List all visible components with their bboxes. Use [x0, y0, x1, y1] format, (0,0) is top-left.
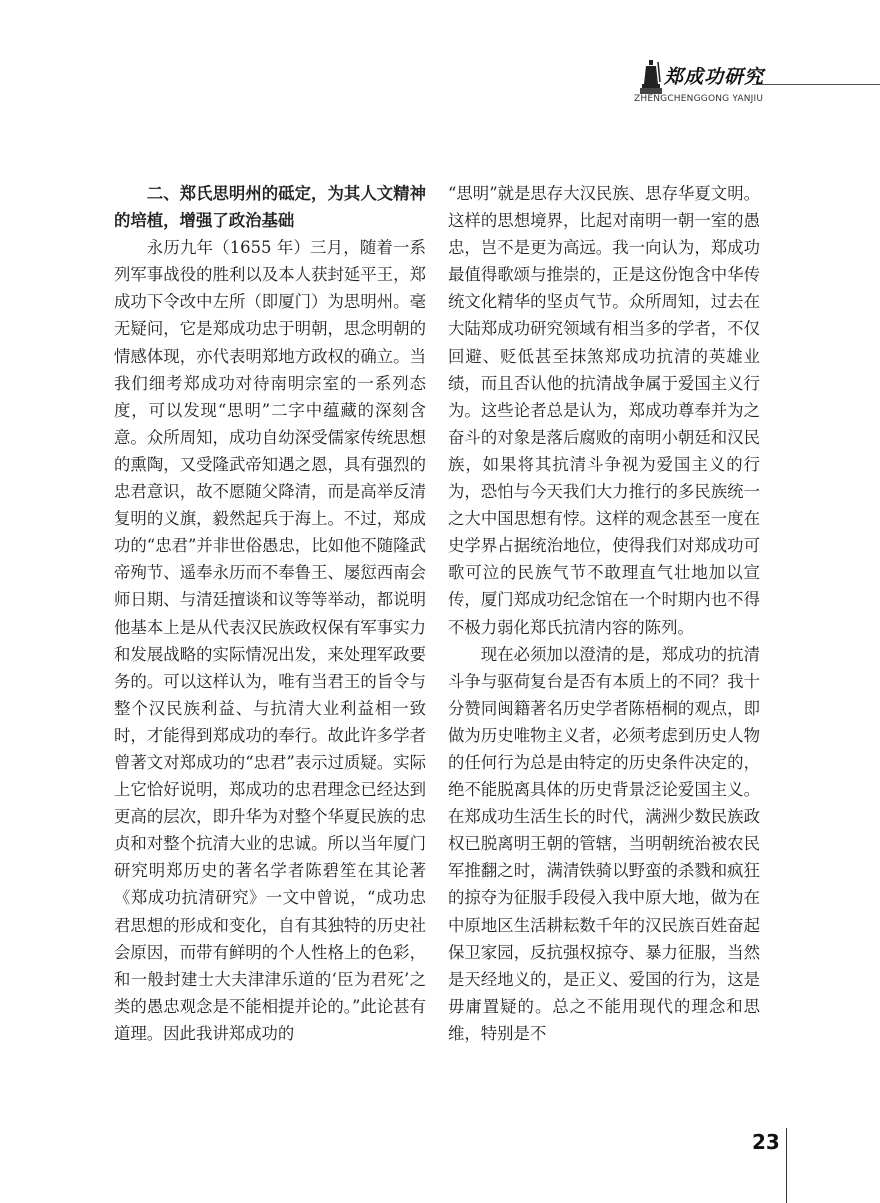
statue-icon: [638, 58, 664, 96]
body-paragraph: 永历九年（1655 年）三月，随着一系列军事战役的胜利以及本人获封延平王，郑成功下令改中左所（即厦门）为思明州。毫无疑问，它是郑成功忠于明朝，思念明朝的情感体现，亦代表明郑地方政权的确立。当我们细考郑成功对待南明宗室的一系列态度，可以发现“思明”二字中蕴藏的深刻含意。众所周知，成功自幼深受儒家传统思想的熏陶，又受隆武帝知遇之恩，具有强烈的忠君意识，故不愿随父降清，而是高举反清复明的义旗，毅然起兵于海上。不过，郑成功的“忠君”并非世俗愚忠，比如他不随隆武帝殉节、遥奉永历而不奉鲁王、屡愆西南会师日期、与清廷擅谈和议等等举动，都说明他基本上是从代表汉民族政权保有军事实力和发展战略的实际情况出发，来处理军政要务的。可以这样认为，唯有当君王的旨令与整个汉民族利益、与抗清大业利益相一致时，才能得到郑成功的奉行。故此许多学者曾著文对郑成功的“忠君”表示过质疑。实际上它恰好说明，郑成功的忠君理念已经达到更高的层次，即升华为对整个华夏民族的忠贞和对整个抗清大业的忠诚。所以当年厦门研究明郑历史的著名学者陈碧笙在其论著《郑成功抗清研究》一文中曾说，“成功忠君思想的形成和变化，自有其独特的历史社会原因，而带有鲜明的个人性格上的色彩，和一般封建士大夫津津乐道的‘臣为君死’之类的愚忠观念是不能相提并论的。”此论甚有道理。因此我讲郑成功的: [114, 238, 426, 1043]
body-paragraph: 现在必须加以澄清的是，郑成功的抗清斗争与驱荷复台是否有本质上的不同？我十分赞同闽籍著名历史学者陈梧桐的观点，即做为历史唯物主义者，必须考虑到历史人物的任何行为总是由特定的历史条件决定的，绝不能脱离具体的历史背景泛论爱国主义。在郑成功生活生长的时代，满洲少数民族政权已脱离明王朝的管辖，当明朝统治被农民军推翻之时，满清铁骑以野蛮的杀戮和疯狂的掠夺为征服手段侵入我中原大地，做为在中原地区生活耕耘数千年的汉民族百姓奋起保卫家园，反抗强权掠夺、暴力征服，当然是天经地义的，是正义、爱国的行为，这是毋庸置疑的。总之不能用现代的理念和思维，特别是不: [448, 644, 760, 1043]
header-rule: [752, 84, 880, 85]
journal-subtitle: ZHENGCHENGGONG YANJIU: [634, 94, 764, 104]
footer-rule: [786, 1128, 787, 1203]
right-column: [448, 180, 760, 1047]
body-paragraph-continued: “思明”就是思存大汉民族、思存华夏文明。这样的思想境界，比起对南明一朝一室的愚忠，岂不是更为高远。我一向认为，郑成功最值得歌颂与推崇的，正是这份饱含中华传统文化精华的坚贞气节。众所周知，过去在大陆郑成功研究领域有相当多的学者，不仅回避、贬低甚至抹煞郑成功抗清的英雄业绩，而且否认他的抗清战争属于爱国主义行为。这些论者总是认为，郑成功尊奉并为之奋斗的对象是落后腐败的南明小朝廷和汉民族，如果将其抗清斗争视为爱国主义的行为，恐怕与今天我们大力推行的多民族统一之大中国思想有悖。这样的观念甚至一度在史学界占据统治地位，使得我们对郑成功可歌可泣的民族气节不敢理直气壮地加以宣传，厦门郑成功纪念馆在一个时期内也不得不极力弱化郑氏抗清内容的陈列。: [448, 184, 760, 637]
left-column: [114, 180, 426, 1047]
section-heading: 二、郑氏思明州的砥定，为其人文精神的培植，增强了政治基础: [114, 184, 426, 231]
page-number: 23: [752, 1130, 780, 1154]
journal-title: 郑成功研究: [664, 66, 765, 88]
